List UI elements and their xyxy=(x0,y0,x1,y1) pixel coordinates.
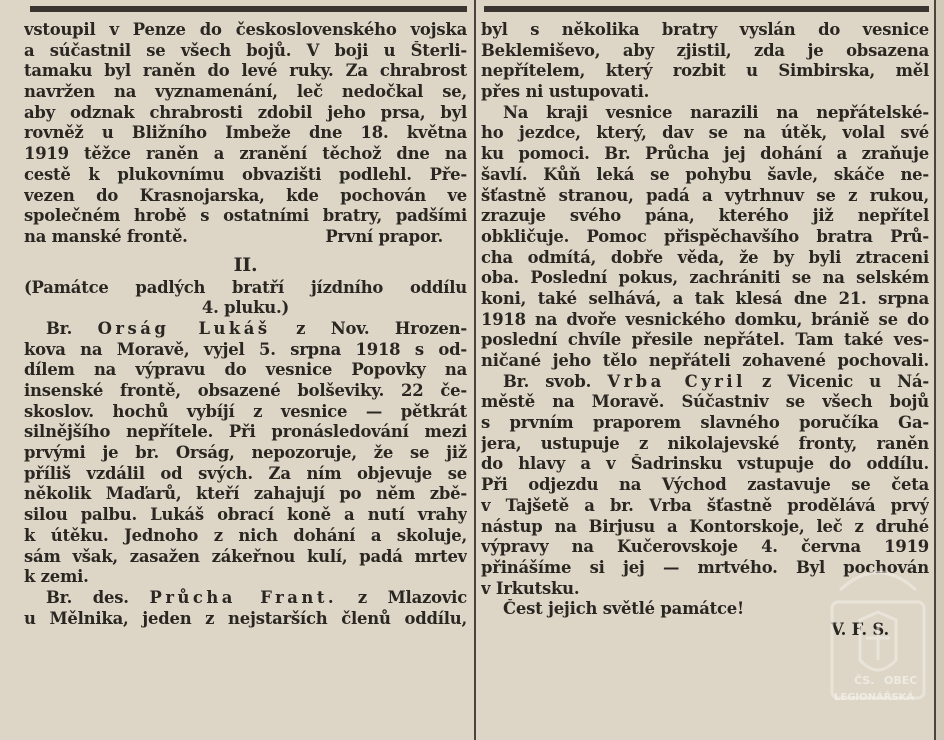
text-line: ku pomoci. Br. Průcha jej dohání a zraňuje xyxy=(481,144,929,164)
paragraph-first-line xyxy=(24,319,467,340)
text-line: do hlavy a v Šadrinsku vstupuje do oddílu. xyxy=(481,454,929,474)
text-line: poslední chvíle přesile nepřátel. Tam také ves- xyxy=(481,330,929,350)
text-line: na manské frontě. xyxy=(24,226,188,246)
text-line: aby odznak chrabrosti zdobil jeho prsa, byl xyxy=(24,102,467,122)
author-signature: V. F. S. xyxy=(830,619,889,639)
text-line: ho jezdce, který, dav se na útěk, volal své xyxy=(481,123,929,143)
text-line: vezen do Krasnojarska, kde pochován ve xyxy=(24,185,467,205)
stamp-text-2: OBEC xyxy=(884,674,918,687)
text-line: nepřítelem, který rozbit u Simbirska, měl xyxy=(481,61,929,81)
paragraph-first-line xyxy=(24,588,467,609)
column-divider xyxy=(474,0,476,740)
lion-icon xyxy=(866,624,890,660)
text-line: kova na Moravě, vyjel 5. srpna 1918 s od- xyxy=(24,339,467,359)
text-line: přes ni ustupovati. xyxy=(481,82,650,102)
text-line: v Irkutsku. xyxy=(481,578,580,598)
text-line: 1918 na dvoře vesnického domku, brániě se do xyxy=(481,309,929,329)
text-line: silnějšího nepřítele. Při pronásledování mezi xyxy=(24,422,467,442)
text-line: prvými je br. Orság, nepozoruje, že se již xyxy=(24,443,467,463)
paragraph-first-rest: z Vicenic u Ná- xyxy=(762,371,929,391)
text-line: šavlí. Kůň leká se pohybu šavle, skáče ne- xyxy=(481,164,929,184)
text-line: dílem na výpravu do vesnice Popovky na xyxy=(24,360,467,380)
text-line: společném hrobě s ostatními bratry, padšími xyxy=(24,206,467,226)
text-line: šťastně stranou, padá a vytrhnuv se z rukou, xyxy=(481,185,929,205)
text-line: cestě k plukovnímu obvazišti podlehl. Pře- xyxy=(24,164,467,184)
stamp-text-3: LEGIONÁŘSKÁ xyxy=(834,692,915,703)
text-line: navržen na vyznamenání, leč nedočkal se, xyxy=(24,82,467,102)
text-line: ničané jeho tělo nepřáteli zohavené pochovali. xyxy=(481,351,929,370)
page-edge xyxy=(936,0,944,740)
text-line: k zemi. xyxy=(24,567,89,587)
section-subtitle: 4. pluku.) xyxy=(201,298,290,318)
right-column xyxy=(481,20,929,641)
text-line: rovněž u Bližního Imbeže dne 18. května xyxy=(24,123,467,143)
text-line: silou palbu. Lukáš obrací koně a nutí vrahy xyxy=(24,505,467,525)
person-name: Orság Lukáš xyxy=(97,318,271,338)
stamp-text-1: ČS. xyxy=(854,674,875,687)
text-line: tamaku byl raněn do levé ruky. Za chrabrost xyxy=(24,61,467,81)
text-line: k útěku. Jednoho z nich dohání a skoluje, xyxy=(24,525,467,545)
text-line: a súčastnil se všech bojů. V boji u Šterli- xyxy=(24,40,467,60)
text-line-with-signature xyxy=(24,227,467,248)
paragraph-intro: Br. des. xyxy=(46,587,129,607)
text-line: vstoupil v Penze do československého vojska xyxy=(24,20,467,39)
left-column xyxy=(24,20,467,629)
person-name: Průcha Frant. xyxy=(149,587,338,607)
text-line: Při odjezdu na Východ zastavuje se četa xyxy=(481,475,929,495)
text-line: příliš vzdálil od svých. Za ním objevuje se xyxy=(24,463,467,483)
text-line: u Mělnika, jeden z nejstarších členů oddílu, xyxy=(24,608,467,628)
text-line: skoslov. hochů vybíjí z vesnice — pětkrát xyxy=(24,401,467,421)
text-line: několik Maďarů, kteří zahajují po něm zbě- xyxy=(24,484,467,504)
signature: První prapor. xyxy=(325,226,443,246)
text-line: městě na Moravě. Súčastniv se všech bojů xyxy=(481,392,929,412)
text-line: oba. Poslední pokus, zachrániti se na selském xyxy=(481,268,929,288)
text-line: výpravy na Kučerovskoje 4. června 1919 xyxy=(481,537,929,557)
section-title: (Památce padlých bratří jízdního oddílu xyxy=(24,277,467,297)
paragraph-intro: Br. xyxy=(46,318,73,338)
paragraph-first-rest: z Nov. Hrozen- xyxy=(296,318,467,338)
top-rule-left xyxy=(30,6,467,12)
text-line: zrazuje svého pána, kterého již nepřítel xyxy=(481,206,929,226)
text-line: cha odmítá, dobře věda, že by byli ztraceni xyxy=(481,247,929,267)
text-line: s prvním praporem slavného poručíka Ga- xyxy=(481,413,929,433)
closing-line: Čest jejich světlé památce! xyxy=(503,599,745,619)
text-line: koni, také selhává, a tak klesá dne 21. srpna xyxy=(481,288,929,308)
text-line: jera, ustupuje z nikolajevské fronty, raněn xyxy=(481,433,929,453)
text-line: Na kraji vesnice narazili na nepřátelské- xyxy=(503,102,929,122)
stamp-arc xyxy=(840,573,916,591)
text-line: obkličuje. Pomoc přispěchavšího bratra Prů- xyxy=(481,226,929,246)
text-line: přinášíme si jej — mrtvého. Byl pochován xyxy=(481,557,929,577)
text-line: insenské frontě, obsazené bolševiky. 22 če- xyxy=(24,381,467,400)
text-line: Beklemiševo, aby zjistil, zda je obsazena xyxy=(481,40,929,60)
person-name: Vrba Cyril xyxy=(607,371,746,391)
top-rule-right xyxy=(484,6,929,12)
section-number: II. xyxy=(233,253,258,276)
text-line: sám však, zasažen zákeřnou kulí, padá mrtev xyxy=(24,546,467,566)
text-line: byl s několika bratry vyslán do vesnice xyxy=(481,20,929,39)
paragraph-intro: Br. svob. xyxy=(503,371,592,391)
paragraph-first-rest: z Mlazovic xyxy=(357,587,467,607)
legion-stamp xyxy=(820,560,936,730)
text-line: 1919 těžce raněn a zranění těchož dne na xyxy=(24,144,467,164)
text-line: v Tajšetě a br. Vrba šťastně prodělává prvý xyxy=(481,495,929,515)
paragraph-first-line xyxy=(481,372,929,393)
text-line: nástup na Birjusu a Kontorskoje, leč z druhé xyxy=(481,516,929,536)
